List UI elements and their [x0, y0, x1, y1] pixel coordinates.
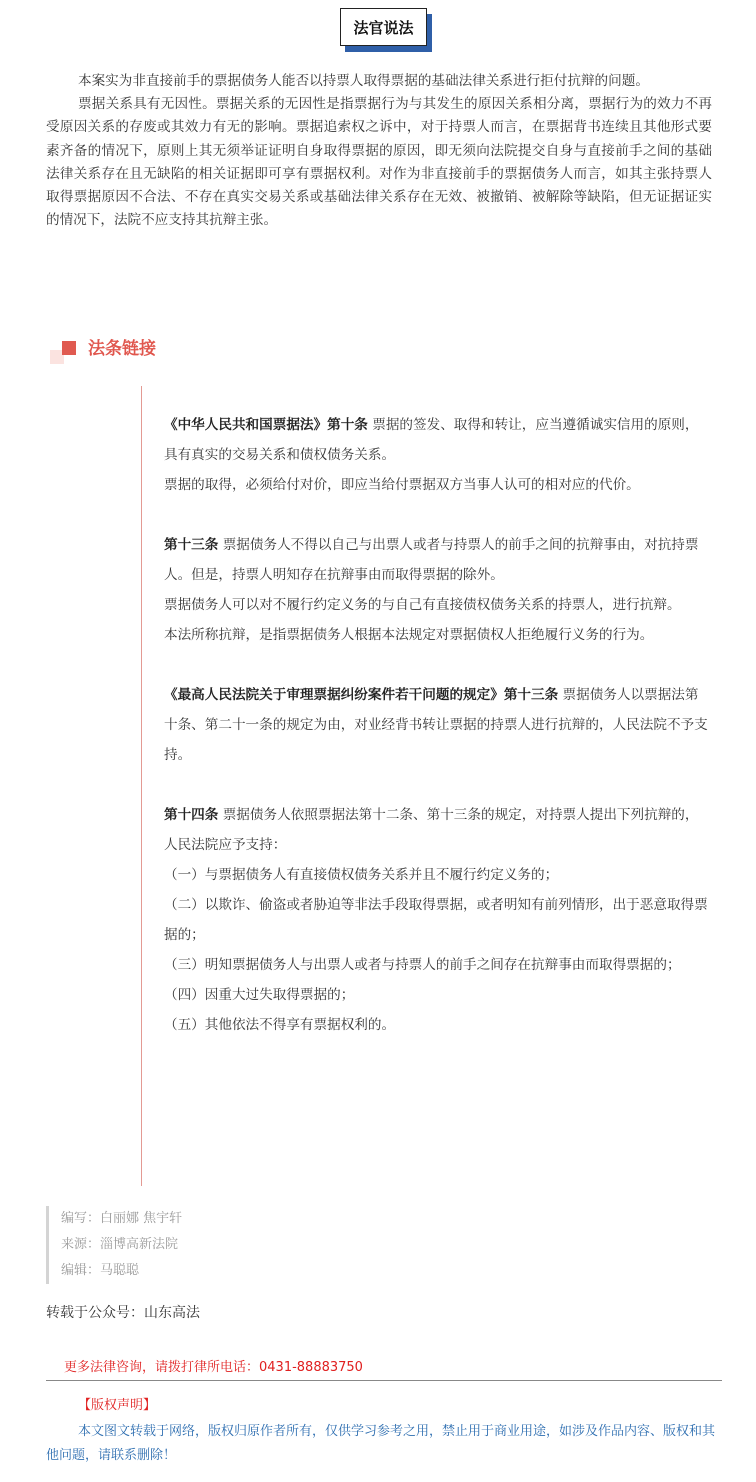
law-article-text: 票据债务人以票据法第十条、第二十一条的规定为由，对业经背书转让票据的持票人进行抗辩的，人民法院不予支持。: [164, 687, 708, 763]
repost-source: 转载于公众号：山东高法: [46, 1305, 200, 1321]
intro-paragraph: 票据关系具有无因性。票据关系的无因性是指票据行为与其发生的原因关系相分离，票据行为的效力不再受原因关系的存废或其效力有无的影响。票据追索权之诉中，对于持票人而言，在票据背书连续且其他形式要素齐备的情况下，原则上其无须举证证明自身取得票据的原因，即无须向法院提交自身与直接前手之间的基础法律关系存在且无缺陷的相关证据即可享有票据权利。对作为非直接前手的票据债务人而言，如其主张持票人取得票据原因不合法、不存在真实交易关系或基础法律关系存在无效、被撤销、被解除等缺陷，但无证据证实的情况下，法院不应支持其抗辩主张。: [46, 96, 712, 229]
page-title-box: [340, 8, 432, 52]
credit-source: 来源：淄博高新法院: [61, 1237, 179, 1252]
quote-rule: [141, 386, 142, 1186]
intro-text: [46, 70, 712, 232]
law-paragraph: 票据债务人可以对不履行约定义务的与自己有直接债权债务关系的持票人，进行抗辩。: [164, 597, 681, 613]
divider: [46, 1380, 722, 1381]
law-paragraph: 票据的取得，必须给付对价，即应当给付票据双方当事人认可的相对应的代价。: [164, 477, 640, 493]
intro-paragraph: 本案实为非直接前手的票据债务人能否以持票人取得票据的基础法律关系进行拒付抗辩的问题。: [78, 73, 649, 89]
square-marker-icon: [62, 341, 76, 355]
law-quote-block: [164, 410, 708, 1040]
law-list-item: （二）以欺诈、偷盗或者胁迫等非法手段取得票据，或者明知有前列情形，出于恶意取得票据的；: [164, 897, 708, 943]
section-heading: [50, 332, 250, 372]
law-article-title: 第十三条: [164, 537, 219, 553]
credit-editor: 编辑：马聪聪: [61, 1263, 140, 1278]
law-list-item: （一）与票据债务人有直接债权债务关系并且不履行约定义务的；: [164, 867, 559, 883]
law-list-item: （三）明知票据债务人与出票人或者与持票人的前手之间存在抗辩事由而取得票据的；: [164, 957, 681, 973]
hotline-text: 更多法律咨询，请拨打律所电话：0431-88883750: [64, 1360, 363, 1375]
copyright-title: 【版权声明】: [78, 1398, 157, 1413]
law-article: [164, 800, 708, 860]
law-article: [164, 680, 708, 770]
law-article: [164, 410, 708, 470]
law-paragraph: 本法所称抗辩，是指票据债务人根据本法规定对票据债权人拒绝履行义务的行为。: [164, 627, 654, 643]
law-article: [164, 530, 708, 590]
law-article-title: 《中华人民共和国票据法》第十条: [164, 417, 368, 433]
credits-block: [46, 1206, 182, 1284]
law-list-item: （五）其他依法不得享有票据权利的。: [164, 1017, 396, 1033]
law-article-text: 票据债务人不得以自己与出票人或者与持票人的前手之间的抗辩事由，对抗持票人。但是，持票人明知存在抗辩事由而取得票据的除外。: [164, 537, 699, 583]
page-title: 法官说法: [340, 8, 427, 46]
copyright-body: 本文图文转载于网络，版权归原作者所有，仅供学习参考之用，禁止用于商业用途，如涉及作品内容、版权和其他问题，请联系删除！: [46, 1424, 716, 1463]
law-article-text: 票据的签发、取得和转让，应当遵循诚实信用的原则，具有真实的交易关系和债权债务关系。: [164, 417, 699, 463]
credit-writer: 编写：白丽娜 焦宇轩: [61, 1211, 183, 1226]
law-article-text: 票据债务人依照票据法第十二条、第十三条的规定，对持票人提出下列抗辩的，人民法院应予支持：: [164, 807, 699, 853]
law-article-title: 第十四条: [164, 807, 219, 823]
law-list-item: （四）因重大过失取得票据的；: [164, 987, 355, 1003]
law-article-title: 《最高人民法院关于审理票据纠纷案件若干问题的规定》第十三条: [164, 687, 559, 703]
section-title: 法条链接: [88, 339, 156, 359]
